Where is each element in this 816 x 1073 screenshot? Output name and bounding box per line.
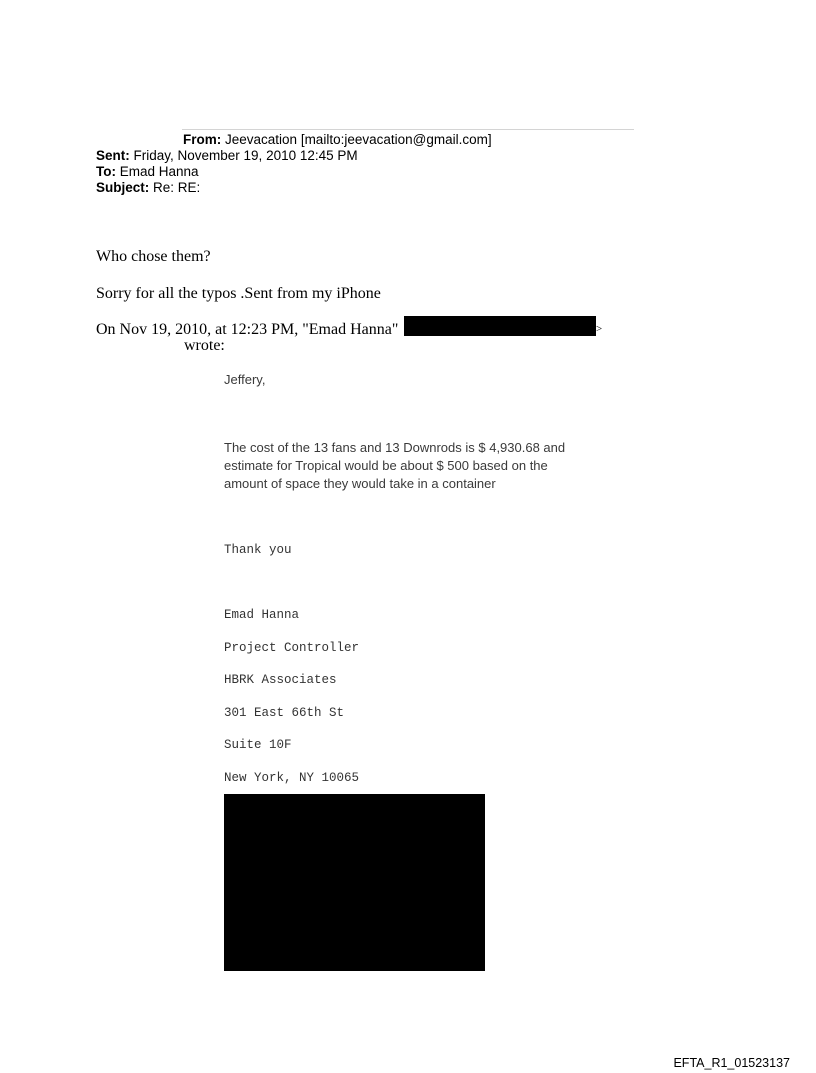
reply-question: Who chose them? [96, 248, 211, 265]
signature-name: Emad Hanna [224, 608, 300, 622]
to-label: To: [96, 164, 116, 179]
quoted-thanks: Thank you [224, 543, 292, 557]
quote-wrote: wrote: [184, 337, 225, 354]
from-line [183, 132, 492, 148]
signature-title: Project Controller [224, 641, 360, 655]
quote-tail: > [596, 323, 603, 335]
signature-suite: Suite 10F [224, 738, 292, 752]
redaction-block [224, 794, 485, 971]
subject-line [96, 180, 200, 196]
reply-signoff: Sorry for all the typos .Sent from my iPhone [96, 285, 381, 302]
quote-intro: On Nov 19, 2010, at 12:23 PM, "Emad Hanna" [96, 321, 399, 338]
from-value: Jeevacation [mailto:jeevacation@gmail.com] [225, 132, 492, 147]
sent-value: Friday, November 19, 2010 12:45 PM [133, 148, 358, 163]
header-divider [182, 129, 634, 130]
document-id: EFTA_R1_01523137 [673, 1056, 790, 1070]
signature-street: 301 East 66th St [224, 706, 345, 720]
redaction-email [404, 316, 596, 336]
sent-label: Sent: [96, 148, 130, 163]
signature-company: HBRK Associates [224, 673, 337, 687]
signature-city: New York, NY 10065 [224, 771, 360, 785]
to-value: Emad Hanna [119, 164, 199, 179]
from-label: From: [183, 132, 222, 147]
quoted-body: The cost of the 13 fans and 13 Downrods is $ 4,930.68 and estimate for Tropical would be about $ 500 based on the amount of space they would take in a container [224, 440, 566, 491]
quoted-greeting: Jeffery, [224, 372, 266, 387]
subject-value: Re: RE: [153, 180, 201, 195]
sent-line [96, 148, 358, 164]
to-line [96, 164, 199, 180]
subject-label: Subject: [96, 180, 150, 195]
